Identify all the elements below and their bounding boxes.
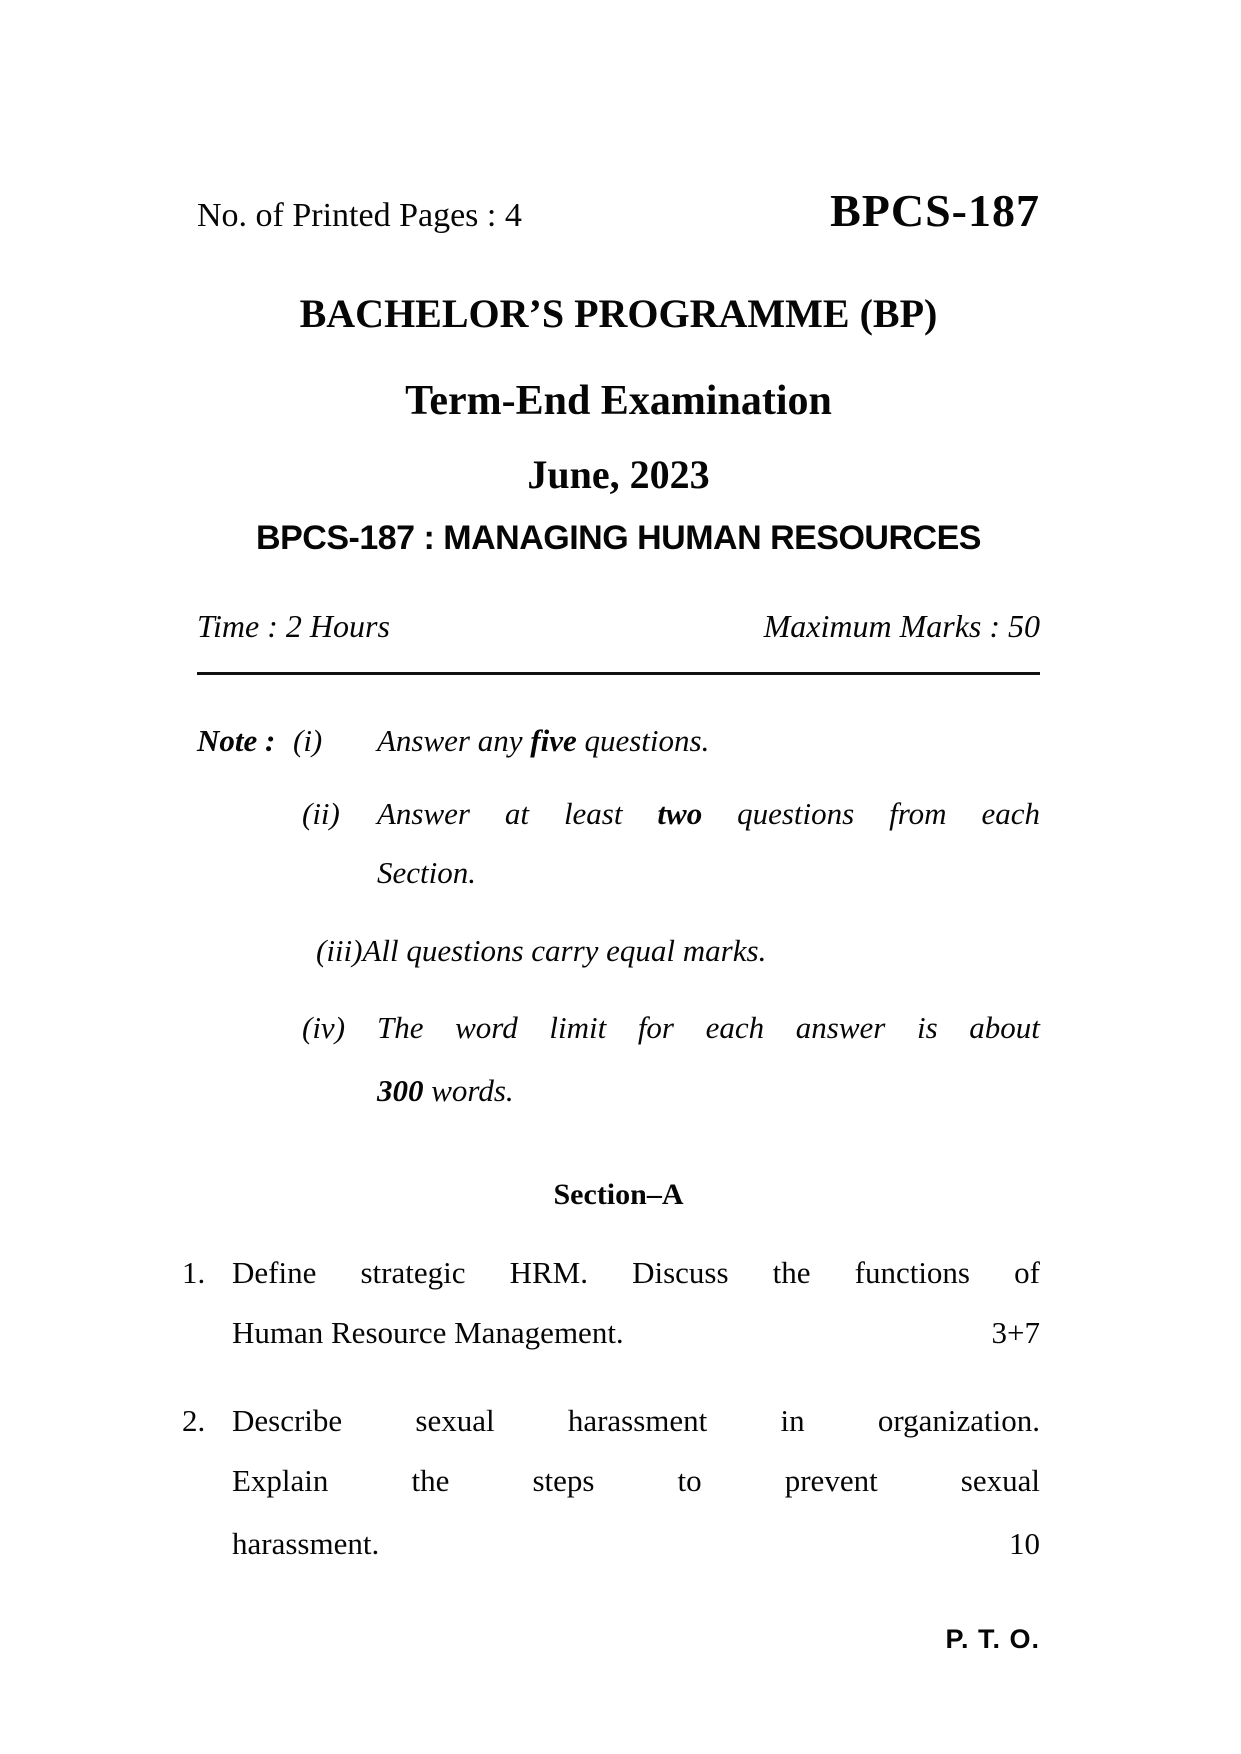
note-i-post: questions. — [584, 723, 710, 758]
section-a-heading: Section–A — [553, 1178, 684, 1211]
note-iv-post: words. — [431, 1073, 514, 1108]
paper-code: BPCS-187 — [830, 185, 1040, 236]
note-item-ii-line2: Section. — [377, 855, 476, 890]
course-title: BPCS-187 : MANAGING HUMAN RESOURCES — [256, 519, 981, 557]
divider-rule — [197, 672, 1040, 675]
note-item-iv-line2 — [377, 1072, 1040, 1110]
question-2-line3 — [232, 1525, 1040, 1563]
programme-title: BACHELOR’S PROGRAMME (BP) — [299, 291, 938, 336]
note-item-ii-line1: Answer at least two questions from each — [377, 796, 1040, 831]
note-item-i-marker: (i) — [293, 723, 323, 758]
question-1-line1: Define strategic HRM. Discuss the functions of — [232, 1255, 1040, 1290]
header-row — [197, 186, 1040, 237]
note-item-i-text — [377, 722, 1040, 760]
note-iv-bold-word: 300 — [377, 1073, 424, 1108]
question-2-line1: Describe sexual harassment in organization. — [232, 1403, 1040, 1438]
question-2-marks: 10 — [1009, 1526, 1040, 1561]
session-title: June, 2023 — [527, 452, 710, 497]
pto-label: P. T. O. — [945, 1624, 1040, 1654]
meta-row — [197, 608, 1040, 645]
question-1-number: 1. — [182, 1255, 206, 1290]
note-item-iv-line1: The word limit for each answer is about — [377, 1010, 1040, 1045]
question-1-line2 — [232, 1314, 1040, 1352]
question-2-number: 2. — [182, 1403, 206, 1438]
note-item-ii-marker: (ii) — [302, 796, 340, 831]
question-2-line2: Explain the steps to prevent sexual — [232, 1463, 1040, 1498]
note-item-iii — [316, 932, 1040, 970]
note-i-bold-word: five — [530, 723, 577, 758]
note-item-iii-text: All questions carry equal marks. — [362, 933, 767, 968]
note-item-iv-marker: (iv) — [302, 1010, 346, 1045]
printed-pages-note: No. of Printed Pages : 4 — [197, 197, 522, 234]
question-1-line2-text: Human Resource Management. — [232, 1315, 624, 1350]
time-allowed: Time : 2 Hours — [197, 608, 390, 644]
note-label: Note : — [197, 723, 276, 758]
note-i-pre: Answer any — [377, 723, 523, 758]
max-marks: Maximum Marks : 50 — [763, 608, 1040, 644]
question-1-marks: 3+7 — [991, 1315, 1040, 1350]
note-item-iii-marker: (iii) — [316, 933, 363, 968]
exam-title: Term-End Examination — [405, 378, 832, 424]
question-2-line3-text: harassment. — [232, 1526, 380, 1561]
